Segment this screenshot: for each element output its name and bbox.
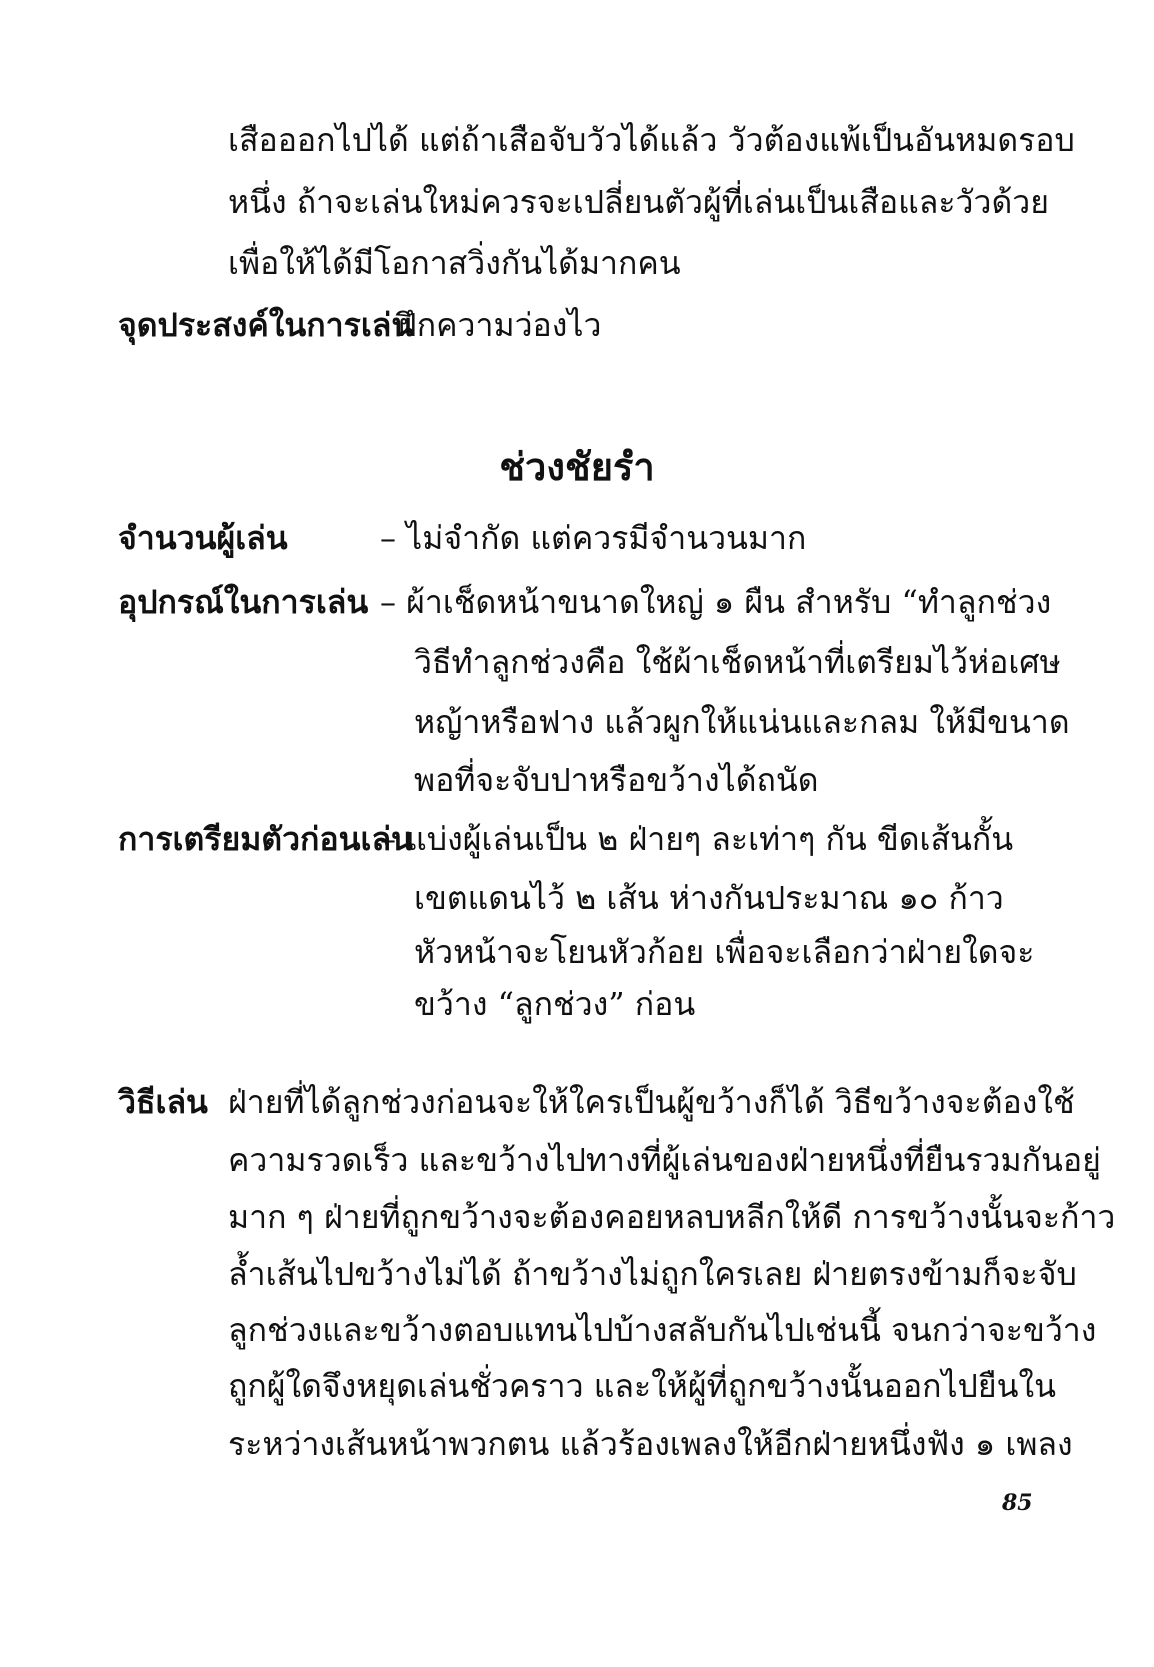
method-label: วิธีเล่น xyxy=(118,1083,208,1121)
prep-line-2: เขตแดนไว้ ๒ เส้น ห่างกันประมาณ ๑๐ ก้าว xyxy=(414,879,1004,917)
players-text: – ไม่จำกัด แต่ควรมีจำนวนมาก xyxy=(380,519,807,557)
method-line-7: ระหว่างเส้นหน้าพวกตน แล้วร้องเพลงให้อีกฝ่ายหนึ่งฟัง ๑ เพลง xyxy=(228,1425,1073,1463)
equipment-line-1: – ผ้าเช็ดหน้าขนาดใหญ่ ๑ ผืน สำหรับ “ทำลูกช่วง xyxy=(380,583,1052,621)
prep-label: การเตรียมตัวก่อนเล่น xyxy=(118,820,413,858)
purpose-text: ฝึกความว่องไว xyxy=(398,306,602,344)
prep-line-4: ขว้าง “ลูกช่วง” ก่อน xyxy=(414,985,696,1023)
intro-line-1: เสือออกไปได้ แต่ถ้าเสือจับวัวได้แล้ว วัวต้องแพ้เป็นอันหมดรอบ xyxy=(228,121,1075,159)
intro-line-3: เพื่อให้ได้มีโอกาสวิ่งกันได้มากคน xyxy=(228,244,681,282)
equipment-line-3: หญ้าหรือฟาง แล้วผูกให้แน่นและกลม ให้มีขนาด xyxy=(414,703,1070,741)
prep-line-3: หัวหน้าจะโยนหัวก้อย เพื่อจะเลือกว่าฝ่ายใดจะ xyxy=(414,933,1035,971)
section-title: ช่วงชัยรำ xyxy=(499,444,655,489)
purpose-label: จุดประสงค์ในการเล่น xyxy=(118,306,414,344)
method-line-1: ฝ่ายที่ได้ลูกช่วงก่อนจะให้ใครเป็นผู้ขว้างก็ได้ วิธีขว้างจะต้องใช้ xyxy=(228,1083,1075,1121)
method-line-6: ถูกผู้ใดจึงหยุดเล่นชั่วคราว และให้ผู้ที่ถูกขว้างนั้นออกไปยืนใน xyxy=(228,1367,1056,1405)
method-line-2: ความรวดเร็ว และขว้างไปทางที่ผู้เล่นของฝ่ายหนึ่งที่ยืนรวมกันอยู่ xyxy=(228,1141,1101,1179)
equipment-line-2: วิธีทำลูกช่วงคือ ใช้ผ้าเช็ดหน้าที่เตรียมไว้ห่อเศษ xyxy=(414,643,1061,681)
equipment-label: อุปกรณ์ในการเล่น xyxy=(118,583,369,621)
players-label: จำนวนผู้เล่น xyxy=(118,519,288,557)
method-line-4: ล้ำเส้นไปขว้างไม่ได้ ถ้าขว้างไม่ถูกใครเลย ฝ่ายตรงข้ามก็จะจับ xyxy=(228,1255,1077,1293)
intro-line-2: หนึ่ง ถ้าจะเล่นใหม่ควรจะเปลี่ยนตัวผู้ที่เล่นเป็นเสือและวัวด้วย xyxy=(228,183,1049,221)
method-line-5: ลูกช่วงและขว้างตอบแทนไปบ้างสลับกันไปเช่นนี้ จนกว่าจะขว้าง xyxy=(228,1311,1097,1349)
prep-line-1: – แบ่งผู้เล่นเป็น ๒ ฝ่ายๆ ละเท่าๆ กัน ขีดเส้นกั้น xyxy=(380,820,1014,858)
page-number: 85 xyxy=(1002,1490,1033,1516)
equipment-line-4: พอที่จะจับปาหรือขว้างได้ถนัด xyxy=(414,761,819,799)
method-line-3: มาก ๆ ฝ่ายที่ถูกขว้างจะต้องคอยหลบหลีกให้ดี การขว้างนั้นจะก้าว xyxy=(228,1198,1116,1236)
